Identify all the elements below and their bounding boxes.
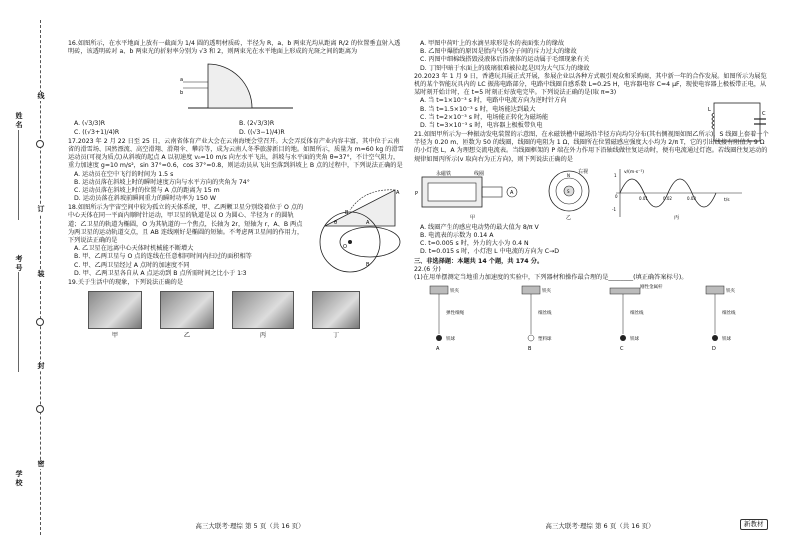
q18-option-d: D. 甲、乙两卫星各自从 A 点运动到 B 点所需时间之比小于 1∶3 (74, 269, 247, 277)
question-20 (414, 73, 770, 130)
binding-char: 装 (37, 270, 45, 278)
binding-circle (36, 140, 44, 148)
svg-text:右视: 右视 (578, 168, 589, 175)
left-page (68, 40, 404, 342)
svg-text:铁球: 铁球 (722, 337, 731, 343)
svg-text:细丝线: 细丝线 (722, 311, 736, 317)
q21-figure-bing-velocity-graph (606, 167, 746, 221)
svg-text:0.01: 0.01 (639, 195, 648, 201)
question-18 (68, 204, 404, 278)
q21-option-b: B. 电流表的示数为 0.14 A (420, 232, 494, 239)
q22-pendulum-options (414, 284, 770, 352)
svg-text:D: D (712, 346, 716, 353)
svg-text:-1: -1 (612, 206, 616, 212)
svg-text:0: 0 (615, 193, 618, 199)
svg-text:0.02: 0.02 (663, 195, 672, 201)
question-21 (414, 131, 770, 257)
q22-stem: (1)在用单摆测定当地重力加速度的实验中，下列器材和操作最合理的是________(填正确答案标号)。 (414, 273, 688, 281)
q17-stem: 17.2023 年 2 月 22 日至 25 日，云南省体育产业大会在云南海埂会堂召开。大会弄反体育产业内容丰富，其中位于云南省的滑雪场、国然漂流、高空滑翔、滑翔伞、攀岩等，成为云南人冬季旅游新目的地。如图所示，质量为 m=60 kg 的滑雪运动员(可视为质点)从斜坡的起点 A 以初速度 v₀=10 m/s 向左水平飞出，斜坡与水平面的夹角 θ=37°，不计空气阻力，重力加速度 g=10 m/s²，sin 37°=0.6，cos 37°=0.8，则运动员从飞出至落到斜坡上 B 点的过程中，下列说法正确的是 (68, 137, 404, 170)
svg-text:乙: 乙 (566, 214, 572, 221)
svg-text:A: A (436, 346, 440, 353)
q19-photos: 甲 乙 丙 丁 (68, 291, 404, 340)
svg-text:塑料球: 塑料球 (538, 337, 552, 343)
binding-char: 订 (37, 205, 45, 213)
q19-option-b: B. 乙图中爆胎的原因是胎内气体分子间的斥力过大的缘故 (420, 48, 577, 56)
svg-text:t/s: t/s (724, 197, 730, 203)
binding-circle (36, 318, 44, 326)
q21-figure-jia-generator (414, 167, 532, 221)
svg-text:A: A (396, 189, 400, 196)
svg-text:B: B (528, 346, 532, 353)
q16-option-b: B. (2√3/3)R (239, 120, 275, 128)
svg-text:S: S (567, 188, 570, 194)
svg-text:弹性细绳: 弹性细绳 (446, 311, 464, 317)
q21-option-c: C. t=0.005 s 时，外力的大小为 0.4 N (420, 240, 529, 248)
right-page (414, 40, 770, 353)
photo-cotton-thread (232, 291, 294, 329)
question-22 (414, 266, 770, 352)
svg-text:刚性金属杆: 刚性金属杆 (640, 285, 663, 291)
svg-text:P: P (415, 190, 419, 197)
q17-option-b: B. 运动员落在斜坡上时的瞬时速度方向与水平方向的夹角为 74° (74, 178, 250, 186)
svg-text:丙: 丙 (674, 214, 680, 221)
q20-option-a: A. 当 t=1×10⁻³ s 时，电路中电流方向为逆时针方向 (420, 97, 567, 105)
svg-text:A: A (510, 189, 514, 196)
svg-text:铁球: 铁球 (446, 337, 455, 343)
svg-text:B: B (345, 209, 349, 216)
svg-text:铁球: 铁球 (630, 337, 639, 343)
svg-text:线圈: 线圈 (474, 170, 485, 177)
binding-char: 封 (37, 362, 45, 370)
q19-option-a: A. 甲图中荷叶上的水滴呈球形是水的表面张力的缘故 (420, 40, 565, 47)
q16-stem: 16.如图所示，在水平地面上放有一截面为 1/4 圆的透明材质砖，半径为 R，a、b 两束光均从距离 R/2 的位置垂直射入透明砖，该透明砖对 a、b 两束光的折射率分别为 √3 和 2，则两束光在水平地面上形成的光斑之间的距离为 (68, 40, 401, 56)
photo-lotus-water-drop (88, 291, 142, 329)
binding-char: 线 (37, 92, 45, 100)
q17-option-c: C. 运动员落在斜坡上时的位置与 A 点的距离为 15 m (74, 186, 220, 194)
binding-circle (36, 405, 44, 413)
q22-option-c-figure (606, 284, 676, 352)
q16-quarter-circle-figure (178, 56, 298, 114)
new-textbook-badge: 新教材 (740, 519, 768, 530)
svg-text:0.03: 0.03 (687, 195, 696, 201)
q19-stem: 19.关于生活中的现象，下列说法正确的是 (68, 278, 184, 286)
svg-text:v/(m·s⁻¹): v/(m·s⁻¹) (624, 169, 645, 175)
exam-number-label: 考号 (15, 255, 23, 273)
q20-lc-circuit-figure (708, 99, 768, 147)
svg-text:细丝线: 细丝线 (538, 311, 552, 317)
binding-char: 密 (37, 460, 45, 468)
q22-head: 22.(6 分) (414, 265, 441, 273)
q21-figures (414, 167, 770, 221)
q20-options (414, 97, 694, 130)
svg-text:L: L (708, 106, 711, 113)
q17-option-d: D. 运动员落在斜坡前瞬间重力的瞬时功率为 150 W (74, 195, 216, 203)
q20-option-b: B. 当 t=1.5×10⁻³ s 时，电场能达到最大 (420, 105, 536, 113)
label-b: b (180, 90, 184, 97)
q21-option-a: A. 线圈产生的感应电动势的最大值为 8/π V (420, 223, 539, 231)
q16-options (68, 120, 404, 136)
svg-text:甲: 甲 (470, 214, 476, 221)
svg-text:C: C (620, 346, 624, 353)
q16-option-a: A. (√3/3)R (74, 120, 106, 128)
left-page-footer: 高三大联考·理综 第 5 页（共 16 页） (195, 522, 305, 530)
svg-text:铁夹: 铁夹 (542, 289, 551, 295)
svg-text:1: 1 (614, 172, 617, 178)
q18-orbit-figure (312, 204, 404, 280)
q21-stem: 21.如图甲所示为一种振动发电装置的示意图，在永磁铁槽中磁场沿半径方向均匀分布(其右侧视图如图乙所示)，S 线圈上套着一个半径为 0.20 m、匝数为 50 的线圈，线圈的电阻为 1 Ω，线圈所在位置磁感应强度大小均为 2/π T，它的引出线接有阻值为 9 Ω 的小灯泡 L，A 为理想交流电流表。当线圈框架的 P 端在外力作用下沿轴线做往复运动时，便有电流通过灯泡。若线圈往复运动的规律如图丙所示(v 取向右为正方向)，则下列说法正确的是 (414, 131, 769, 163)
svg-text:B: B (366, 262, 370, 269)
q17-option-a: A. 运动员在空中飞行的时间为 1.5 s (74, 170, 174, 178)
q20-option-c: C. 当 t=2×10⁻³ s 时，电场能正转化为磁场能 (420, 113, 549, 121)
q17-options (68, 171, 308, 204)
photo-tire-burst (160, 291, 214, 329)
q21-figure-yi-right-view (538, 167, 600, 221)
right-page-footer: 高三大联考·理综 第 6 页（共 16 页） (545, 522, 655, 530)
q18-option-a: A. 乙卫星在远离中心天体时机械能不断增大 (74, 245, 194, 253)
q19-option-c: C. 丙图中细棉线搭毁浸液体后沿液体的运动属于毛细现象有关 (420, 56, 590, 64)
q20-stem: 20.2023 年 1 月 9 日，香港玩具展正式开展，参展企业以各种方式吸引观众和采购商，其中新一年的合作发展。如图所示为展览机的某个智能玩具内的 LC 振荡电路部分，电路中线圈自感系数 L=0.25 H，电容器电容 C=4 μF，现使电容器上极板带正电，从某时刻开始计时，在 t=5 时刻正好放电完毕。下列说法正确的是(取 π=3) (414, 72, 767, 97)
school-label: 学校 (15, 470, 23, 488)
svg-text:C: C (762, 110, 766, 117)
svg-text:细丝线: 细丝线 (630, 311, 644, 317)
svg-text:A: A (366, 220, 370, 227)
q18-option-c: C. 甲、乙两卫星经过 A 点时的加速度不同 (74, 261, 190, 269)
q22-option-d-figure (698, 284, 768, 352)
q18-options (68, 245, 308, 278)
question-16 (68, 40, 404, 137)
q16-option-d: D. ((√3−1)/4)R (239, 128, 285, 136)
svg-text:永磁铁: 永磁铁 (436, 170, 452, 177)
q20-option-d: D. 当 t=3×10⁻³ s 时，电容器上极板带负电 (420, 121, 543, 129)
binding-margin (0, 0, 60, 551)
svg-text:θ: θ (334, 219, 338, 226)
q16-option-c: C. ((√3+1)/4)R (74, 128, 120, 136)
svg-text:N: N (567, 172, 570, 178)
label-a: a (180, 77, 184, 84)
section-3-heading: 三、非选择题：本题共 14 个题，共 174 分。 (414, 257, 544, 265)
svg-text:铁夹: 铁夹 (450, 289, 459, 295)
q21-option-d: D. t=0.015 s 时，小灯泡 L 中电流的方向为 C→D (420, 248, 560, 256)
q19-options (414, 40, 770, 73)
q22-option-a-figure (422, 284, 492, 352)
question-19 (68, 279, 404, 341)
exam-number-blank (18, 272, 19, 372)
q18-option-b: B. 甲、乙两卫星与 O 点的连线在任意相同时间内扫过的面积相等 (74, 253, 252, 261)
svg-text:O: O (343, 244, 347, 251)
name-blank (18, 130, 19, 220)
q22-option-b-figure (514, 284, 584, 352)
q19-option-d: D. 丁图中暗于水面上的玻璃很难被拉起是因为大气压力的缘故 (420, 64, 590, 72)
q18-stem: 18.如图所示为宇宙空间中较为孤立的天体系统，甲、乙两颗卫星分别绕着位于 O 点的中心天体在同一平面内顺时针运动，甲卫星的轨道是以 O 为圆心、半径为 r 的圆轨道；乙卫星的轨道为椭圆，O 为其轨道的一个焦点，长轴为 2r，短轴为 r，A、B 两点为两卫星的运动轨道交点，且 AB 连线刚好是椭圆的短轴。不考虑两卫星间的作用力，下列说法正确的是 (68, 204, 304, 244)
name-label: 姓名 (15, 112, 23, 130)
svg-text:铁夹: 铁夹 (726, 289, 735, 295)
photo-glass-plate (312, 291, 360, 329)
